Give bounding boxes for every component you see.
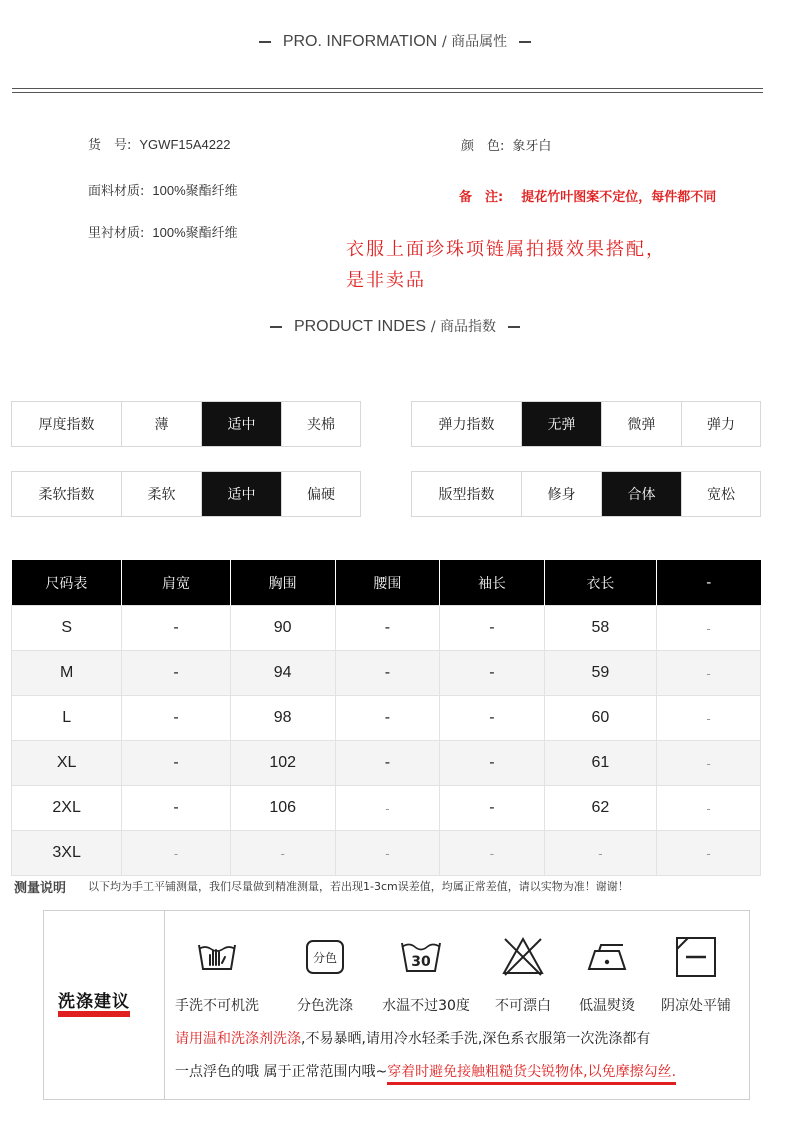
index-option: 偏硬 — [307, 487, 335, 503]
index-option-selected: 适中 — [202, 402, 282, 446]
table-cell: - — [440, 696, 545, 741]
table-row — [12, 696, 761, 741]
care-label: 手洗不可机洗 — [175, 998, 259, 1014]
index-option: 修身 — [522, 472, 602, 516]
table-cell: - — [335, 831, 440, 876]
section-title-info — [0, 31, 790, 51]
elasticity-index — [411, 401, 761, 447]
table-cell: 60 — [544, 696, 656, 741]
table-cell: - — [657, 651, 761, 696]
table-cell: - — [657, 696, 761, 741]
table-cell: M — [12, 651, 122, 696]
table-cell: - — [440, 786, 545, 831]
title-dash — [508, 326, 520, 328]
table-row — [12, 786, 761, 831]
index-name: 厚度指数 — [12, 402, 122, 446]
info-value: 100%聚酯纤维 — [152, 183, 238, 198]
table-cell: - — [440, 741, 545, 786]
table-cell: - — [335, 741, 440, 786]
table-cell: - — [122, 741, 230, 786]
table-cell: - — [657, 606, 761, 651]
section-title-en: PRODUCT INDES — [293, 318, 427, 335]
title-dash — [519, 41, 531, 43]
table-cell: 102 — [230, 741, 335, 786]
measure-title: 测量说明 — [14, 881, 67, 896]
table-cell: - — [122, 786, 230, 831]
table-row — [12, 831, 761, 876]
column-header: 腰围 — [335, 560, 440, 606]
pearl-note-line2: 是非卖品 — [346, 270, 426, 291]
table-cell: - — [440, 651, 545, 696]
table-cell: - — [440, 831, 545, 876]
care-label: 阴凉处平铺 — [661, 998, 731, 1014]
care-title: 洗涤建议 — [58, 993, 130, 1017]
care-label: 不可漂白 — [495, 998, 551, 1014]
info-label: 货 号: — [88, 138, 132, 153]
thickness-index — [11, 401, 361, 447]
column-header: - — [657, 560, 761, 606]
icon-text: 30 — [411, 954, 431, 970]
table-cell: - — [122, 696, 230, 741]
table-cell: 62 — [544, 786, 656, 831]
column-header: 衣长 — [544, 560, 656, 606]
column-header: 肩宽 — [122, 560, 230, 606]
table-cell: - — [335, 651, 440, 696]
index-option-selected: 无弹 — [522, 402, 602, 446]
index-option: 宽松 — [707, 487, 735, 503]
table-cell: - — [544, 831, 656, 876]
dry-flat-shade-icon — [674, 935, 718, 979]
care-label: 低温熨烫 — [579, 998, 635, 1014]
info-style-number — [88, 134, 230, 153]
info-label: 里衬材质: — [88, 226, 145, 241]
measure-text: 以下均为手工平铺测量，我们尽量做到精准测量，若出现1-3cm误差值，均属正常差值，请以实物为准！谢谢！ — [88, 880, 629, 893]
table-cell: 58 — [544, 606, 656, 651]
table-cell: - — [657, 786, 761, 831]
info-note — [459, 186, 716, 205]
size-table — [11, 560, 761, 876]
info-label: 颜 色: — [461, 139, 505, 154]
divider-line — [12, 92, 763, 93]
table-cell: 106 — [230, 786, 335, 831]
index-option-selected: 适中 — [202, 472, 282, 516]
table-row — [12, 741, 761, 786]
care-box — [43, 910, 750, 1100]
section-title-index — [0, 316, 790, 336]
table-cell: 90 — [230, 606, 335, 651]
info-value: 象牙白 — [512, 138, 552, 153]
table-cell: 94 — [230, 651, 335, 696]
table-row — [12, 651, 761, 696]
care-instruction-line1 — [175, 1028, 650, 1048]
info-lining — [88, 222, 238, 241]
table-cell: - — [335, 696, 440, 741]
table-cell: - — [440, 606, 545, 651]
wash-30-icon — [399, 935, 443, 979]
size-table-header — [12, 560, 761, 606]
table-row — [12, 606, 761, 651]
icon-text: 分色 — [312, 951, 338, 965]
care-text: ,不易暴晒,请用冷水轻柔手洗,深色系衣服第一次洗涤都有 — [301, 1031, 651, 1047]
table-cell: XL — [12, 741, 122, 786]
column-header: 胸围 — [230, 560, 335, 606]
index-name: 版型指数 — [412, 472, 522, 516]
info-value: YGWF15A4222 — [139, 137, 231, 152]
index-name: 柔软指数 — [12, 472, 122, 516]
info-value: 100%聚酯纤维 — [152, 225, 238, 240]
index-option: 微弹 — [602, 402, 682, 446]
table-cell: 59 — [544, 651, 656, 696]
table-cell: 98 — [230, 696, 335, 741]
table-cell: - — [657, 831, 761, 876]
table-cell: 61 — [544, 741, 656, 786]
title-dash — [270, 326, 282, 328]
low-iron-icon — [585, 935, 629, 979]
index-option: 薄 — [122, 402, 202, 446]
index-option: 柔软 — [122, 472, 202, 516]
section-title-cn: / 商品属性 — [441, 34, 508, 50]
table-cell: - — [122, 831, 230, 876]
table-cell: 2XL — [12, 786, 122, 831]
table-cell: - — [335, 786, 440, 831]
separate-wash-icon — [303, 935, 347, 979]
info-value: 提花竹叶图案不定位，每件都不同 — [521, 190, 717, 205]
table-cell: S — [12, 606, 122, 651]
info-fabric — [88, 180, 238, 199]
fit-index — [411, 471, 761, 517]
section-title-cn: / 商品指数 — [430, 319, 497, 335]
index-option: 夹棉 — [307, 417, 335, 433]
table-cell: - — [230, 831, 335, 876]
care-text: 一点浮色的哦 属于正常范围内哦~ — [175, 1064, 388, 1080]
care-highlight: 穿着时避免接触粗糙货尖锐物体,以免摩擦勾丝. — [387, 1064, 676, 1085]
section-title-en: PRO. INFORMATION — [282, 33, 438, 50]
index-name: 弹力指数 — [412, 402, 522, 446]
table-cell: - — [122, 606, 230, 651]
info-color — [461, 135, 551, 154]
care-label: 水温不过30度 — [382, 998, 470, 1014]
info-label: 面料材质: — [88, 184, 145, 199]
table-cell: L — [12, 696, 122, 741]
no-bleach-icon — [501, 935, 545, 979]
care-sidebar — [44, 911, 165, 1099]
table-cell: - — [122, 651, 230, 696]
softness-index — [11, 471, 361, 517]
index-option: 弹力 — [707, 417, 735, 433]
info-label: 备 注: — [459, 190, 504, 205]
hand-wash-icon — [195, 935, 239, 979]
care-label: 分色洗涤 — [297, 998, 353, 1014]
care-instruction-line2 — [175, 1061, 676, 1081]
divider-line — [12, 88, 763, 89]
column-header: 尺码表 — [12, 560, 122, 606]
care-highlight: 请用温和洗涤剂洗涤 — [175, 1031, 301, 1047]
index-option-selected: 合体 — [602, 472, 682, 516]
table-cell: - — [335, 606, 440, 651]
table-cell: 3XL — [12, 831, 122, 876]
title-dash — [259, 41, 271, 43]
table-cell: - — [657, 741, 761, 786]
column-header: 袖长 — [440, 560, 545, 606]
pearl-note-line1: 衣服上面珍珠项链属拍摄效果搭配， — [346, 239, 666, 260]
